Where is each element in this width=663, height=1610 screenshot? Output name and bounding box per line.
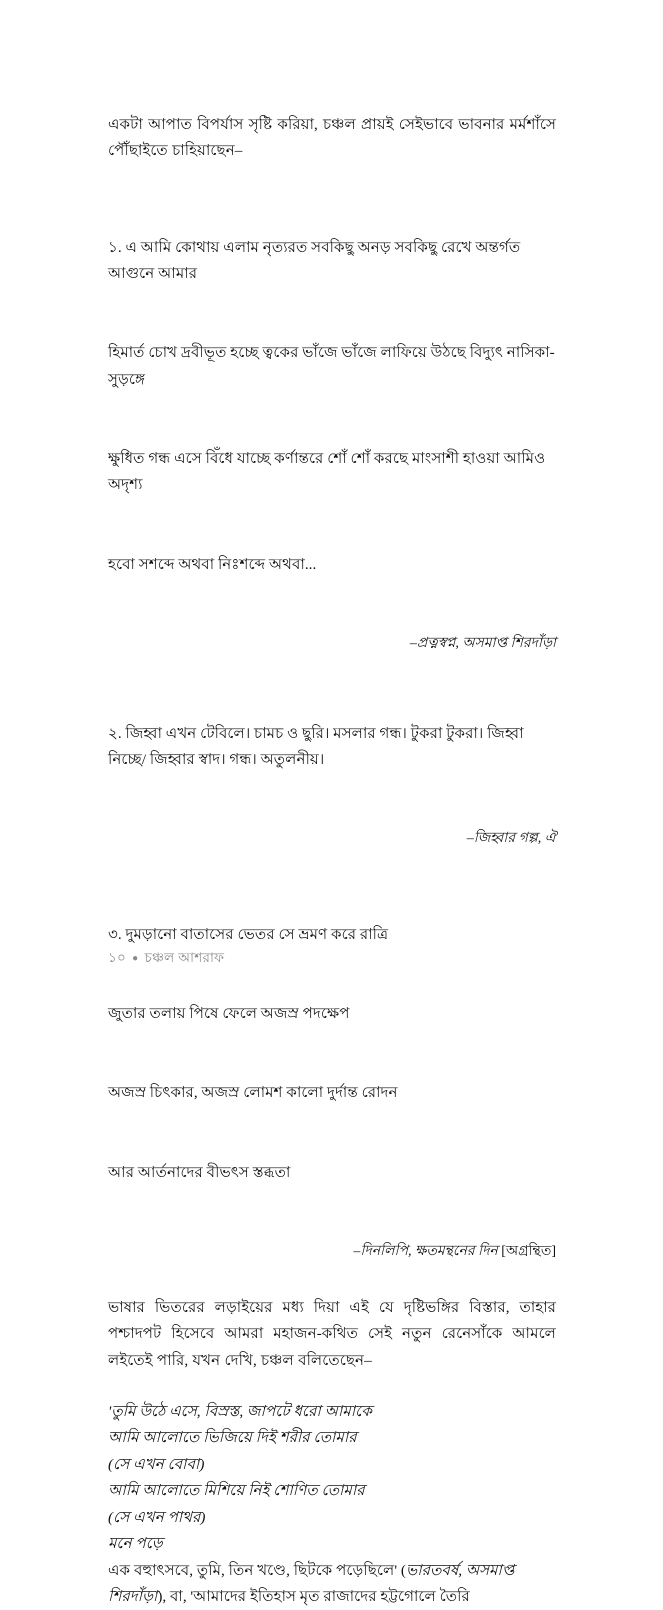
spacer bbox=[108, 657, 556, 668]
spacer bbox=[108, 1374, 556, 1399]
spacer bbox=[108, 165, 556, 182]
excerpt-1-line-2: হিমার্ত চোখ দ্রবীভূত হচ্ছে ত্বকের ভাঁজে ভাঁজে লাফিয়ে উঠছে বিদ্যুৎ নাসিকা-সুড়ঙ্গে bbox=[108, 340, 556, 393]
excerpt-3-line-4: আর আর্তনাদের বীভৎস স্তব্ধতা bbox=[108, 1160, 556, 1186]
excerpt-2 bbox=[108, 668, 556, 826]
excerpt-2-attribution: –জিহ্বার গল্প, ঐ bbox=[108, 826, 556, 852]
excerpt-1-line-1: ১. এ আমি কোথায় এলাম নৃত্যরত সবকিছু অনড় সবকিছু রেখে অন্তর্গত আগুনে আমার bbox=[108, 235, 556, 288]
final-quote-line-6: মনে পড়ে bbox=[108, 1531, 556, 1557]
final-quote-line-3: (সে এখন বোবা) bbox=[108, 1452, 556, 1478]
page-footer bbox=[108, 949, 224, 968]
excerpt-1-line-3: ক্ষুধিত গন্ধ এসে বিঁধে যাচ্ছে কর্ণান্তরে শোঁ শোঁ করছে মাংসাশী হাওয়া আমিও অদৃশ্য bbox=[108, 446, 556, 499]
closing-source-title: ভারতবর্ষ, অসমাপ্ত শিরদাঁড়া bbox=[108, 1562, 514, 1605]
text-column bbox=[108, 112, 556, 1610]
excerpt-3-line-1: ৩. দুমড়ানো বাতাসের ভেতর সে ভ্রমণ করে রাত্রি bbox=[108, 922, 556, 948]
final-quote-line-4: আমি আলোতে মিশিয়ে নিই শোণিত তোমার bbox=[108, 1478, 556, 1504]
footer-author-name: চঞ্চল আশরাফ bbox=[144, 950, 224, 965]
body-paragraph: ভাষার ভিতরের লড়াইয়ের মধ্য দিয়া এই যে দৃষ্টিভঙ্গির বিস্তার, তাহার পশ্চাদপট হিসেবে আমরা মহাজন-কথিত সেই নতুন রেনেসাঁকে আমলে লইতেই পারি, যখন দেখি, চঞ্চল বলিতেছেন– bbox=[108, 1295, 556, 1374]
closing-text-part-2: ), বা, 'আমাদের ইতিহাস মৃত রাজাদের হট্টগোলে তৈরি bbox=[157, 1588, 470, 1605]
excerpt-3 bbox=[108, 869, 556, 1239]
excerpt-1-line-4: হবো সশব্দে অথবা নিঃশব্দে অথবা... bbox=[108, 552, 556, 578]
excerpt-3-attribution-title: –দিনলিপি, ক্ষতমন্থনের দিন bbox=[353, 1244, 501, 1259]
excerpt-3-attribution-note: [অগ্রন্থিত] bbox=[501, 1244, 556, 1259]
spacer bbox=[108, 1265, 556, 1295]
excerpt-3-attribution bbox=[108, 1239, 556, 1265]
final-quote-line-1: 'তুমি উঠে এসে, বিস্রস্ত, জাপটে ধরো আমাকে bbox=[108, 1399, 556, 1425]
closing-text-part-1: এক বহুাৎসবে, তুমি, তিন খণ্ডে, ছিটকে পড়েছিলে' ( bbox=[108, 1562, 406, 1579]
excerpt-1 bbox=[108, 182, 556, 631]
footer-separator-dot-icon: ● bbox=[132, 950, 138, 968]
final-quote bbox=[108, 1399, 556, 1610]
excerpt-2-line-1: ২. জিহ্বা এখন টেবিলে। চামচ ও ছুরি। মসলার গন্ধ। টুকরা টুকরা। জিহ্বা নিচ্ছে/ জিহ্বার স্বাদ। গন্ধ। অতুলনীয়। bbox=[108, 721, 556, 774]
final-quote-line-2: আমি আলোতে ভিজিয়ে দিই শরীর তোমার bbox=[108, 1425, 556, 1451]
excerpt-3-line-2: জুতার তলায় পিষে ফেলে অজস্র পদক্ষেপ bbox=[108, 1001, 556, 1027]
intro-paragraph: একটা আপাত বিপর্যাস সৃষ্টি করিয়া, চঞ্চল প্রায়ই সেইভাবে ভাবনার মর্মশাঁসে পৌঁছাইতে চাহিয়াছেন– bbox=[108, 112, 556, 165]
excerpt-3-line-3: অজস্র চিৎকার, অজস্র লোমশ কালো দুর্দান্ত রোদন bbox=[108, 1080, 556, 1106]
spacer bbox=[108, 852, 556, 869]
footer-page-number: ১০ bbox=[108, 950, 126, 965]
final-quote-closing-line bbox=[108, 1558, 556, 1610]
excerpt-1-attribution: –প্রত্নস্বপ্ন, অসমাপ্ত শিরদাঁড়া bbox=[108, 631, 556, 657]
final-quote-line-5: (সে এখন পাথর) bbox=[108, 1505, 556, 1531]
